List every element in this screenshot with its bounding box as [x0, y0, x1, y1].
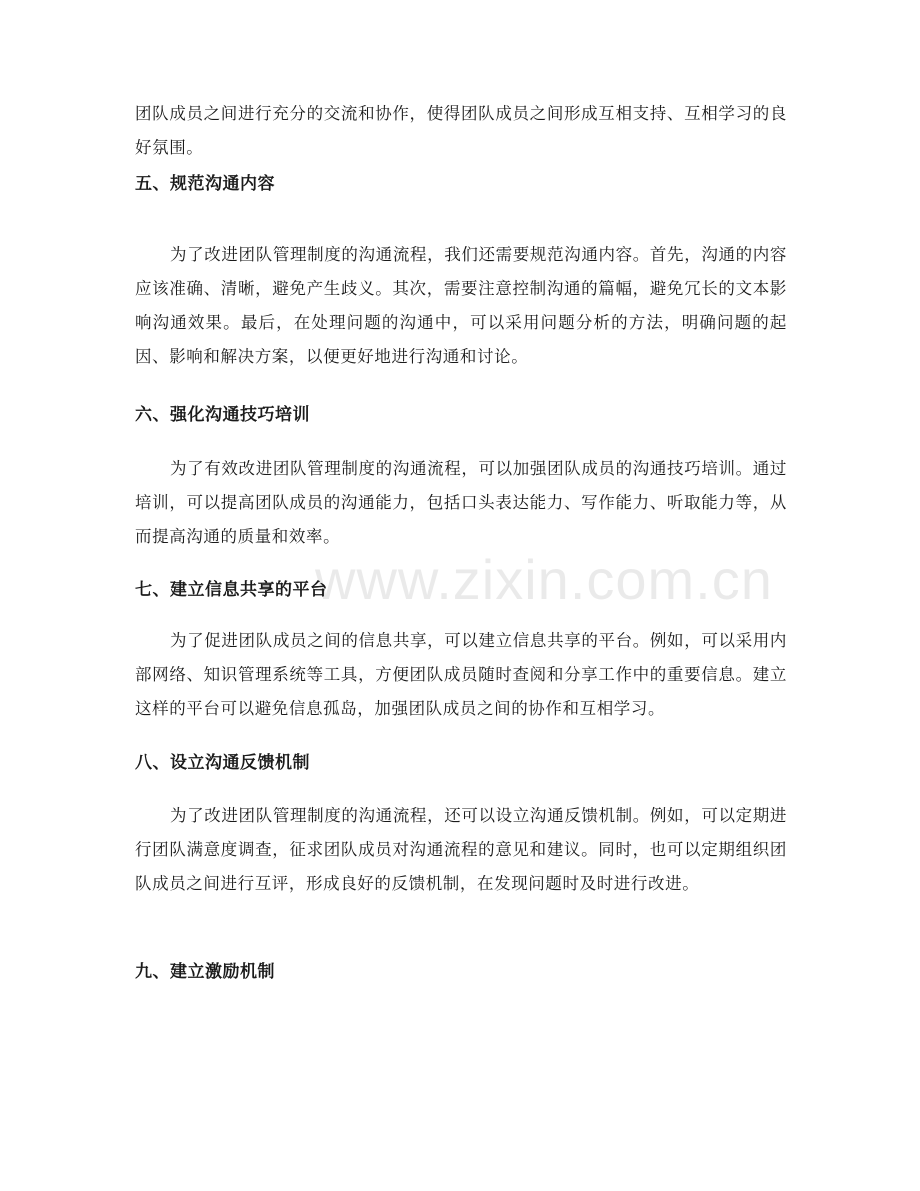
- section-paragraph-8: 为了改进团队管理制度的沟通流程，还可以设立沟通反馈机制。例如，可以定期进行团队满意度调查，征求团队成员对沟通流程的意见和建议。同时，也可以定期组织团队成员之间进行互评，形成良好的反馈机制，在发现问题时及时进行改进。: [135, 806, 787, 893]
- section-heading-5: 五、规范沟通内容: [135, 174, 275, 194]
- intro-paragraph: 团队成员之间进行充分的交流和协作，使得团队成员之间形成互相支持、互相学习的良好氛围。: [135, 104, 787, 157]
- section-heading-8: 八、设立沟通反馈机制: [135, 753, 310, 773]
- watermark: www.zixin.com.cn: [315, 548, 773, 611]
- section-heading-7: 七、建立信息共享的平台: [135, 580, 328, 600]
- section-paragraph-7: 为了促进团队成员之间的信息共享，可以建立信息共享的平台。例如，可以采用内部网络、知识管理系统等工具，方便团队成员随时查阅和分享工作中的重要信息。建立这样的平台可以避免信息孤岛，加强团队成员之间的协作和互相学习。: [135, 631, 787, 718]
- section-heading-9: 九、建立激励机制: [135, 962, 275, 982]
- section-paragraph-5: 为了改进团队管理制度的沟通流程，我们还需要规范沟通内容。首先，沟通的内容应该准确、清晰，避免产生歧义。其次，需要注意控制沟通的篇幅，避免冗长的文本影响沟通效果。最后，在处理问题的沟通中，可以采用问题分析的方法，明确问题的起因、影响和解决方案，以便更好地进行沟通和讨论。: [135, 245, 787, 366]
- section-paragraph-6: 为了有效改进团队管理制度的沟通流程，可以加强团队成员的沟通技巧培训。通过培训，可以提高团队成员的沟通能力，包括口头表达能力、写作能力、听取能力等，从而提高沟通的质量和效率。: [135, 459, 787, 546]
- section-heading-6: 六、强化沟通技巧培训: [135, 405, 310, 425]
